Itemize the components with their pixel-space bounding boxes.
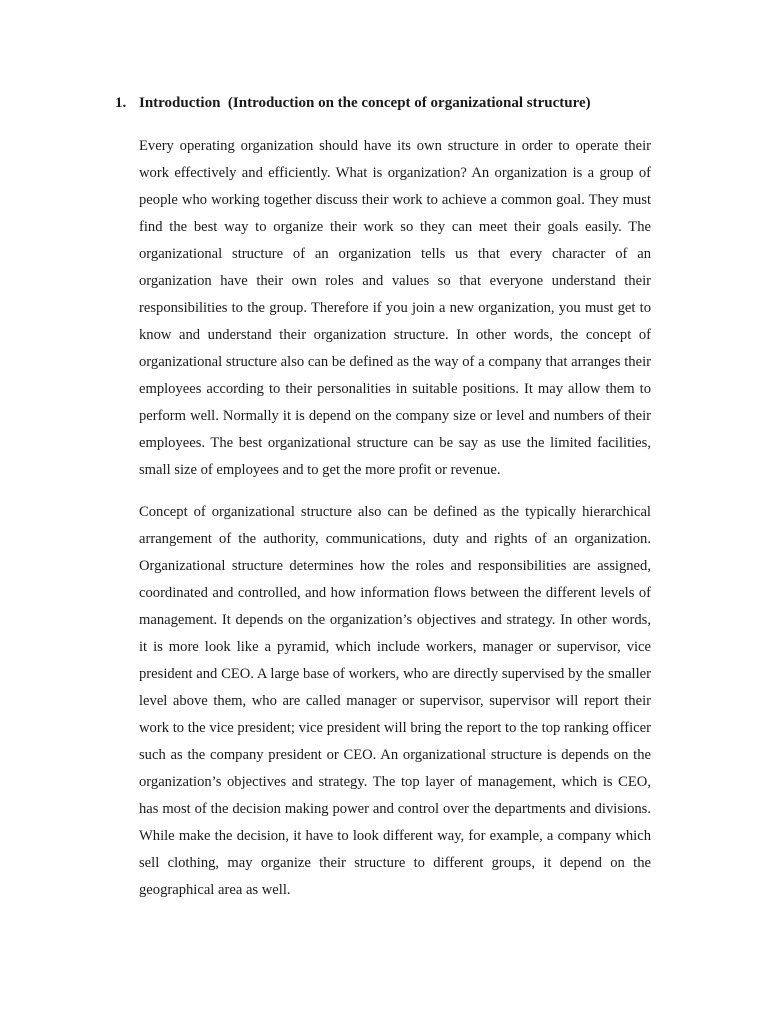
section-heading xyxy=(115,92,675,114)
section-number: 1. xyxy=(115,95,127,111)
section-title: Introduction (Introduction on the concept of organizational structure) xyxy=(139,95,591,111)
paragraph-intro: Every operating organization should have its own structure in order to operate their work effectively and efficiently. What is organization? An organization is a group of people who working together discuss their work to achieve a common goal. They must find the best way to organize their work so they can meet their goals easily. The organizational structure of an organization tells us that every character of an organization have their own roles and values so that everyone understand their responsibilities to the group. Therefore if you join a new organization, you must get to know and understand their organization structure. In other words, the concept of organizational structure also can be defined as the way of a company that arranges their employees according to their personalities in suitable positions. It may allow them to perform well. Normally it is depend on the company size or level and numbers of their employees. The best organizational structure can be say as use the limited facilities, small size of employees and to get the more profit or revenue. xyxy=(139,138,651,478)
paragraph-concept: Concept of organizational structure also can be defined as the typically hierarchical arrangement of the authority, communications, duty and rights of an organization. Organizational structure determines how the roles and responsibilities are assigned, coordinated and controlled, and how information flows between the different levels of management. It depends on the organization’s objectives and strategy. In other words, it is more look like a pyramid, which include workers, manager or supervisor, vice president and CEO. A large base of workers, who are directly supervised by the smaller level above them, who are called manager or supervisor, supervisor will report their work to the vice president; vice president will bring the report to the top ranking officer such as the company president or CEO. An organizational structure is depends on the organization’s objectives and strategy. The top layer of management, which is CEO, has most of the decision making power and control over the departments and divisions. While make the decision, it have to look different way, for example, a company which sell clothing, may organize their structure to different groups, it depend on the geographical area as well. xyxy=(139,504,651,898)
